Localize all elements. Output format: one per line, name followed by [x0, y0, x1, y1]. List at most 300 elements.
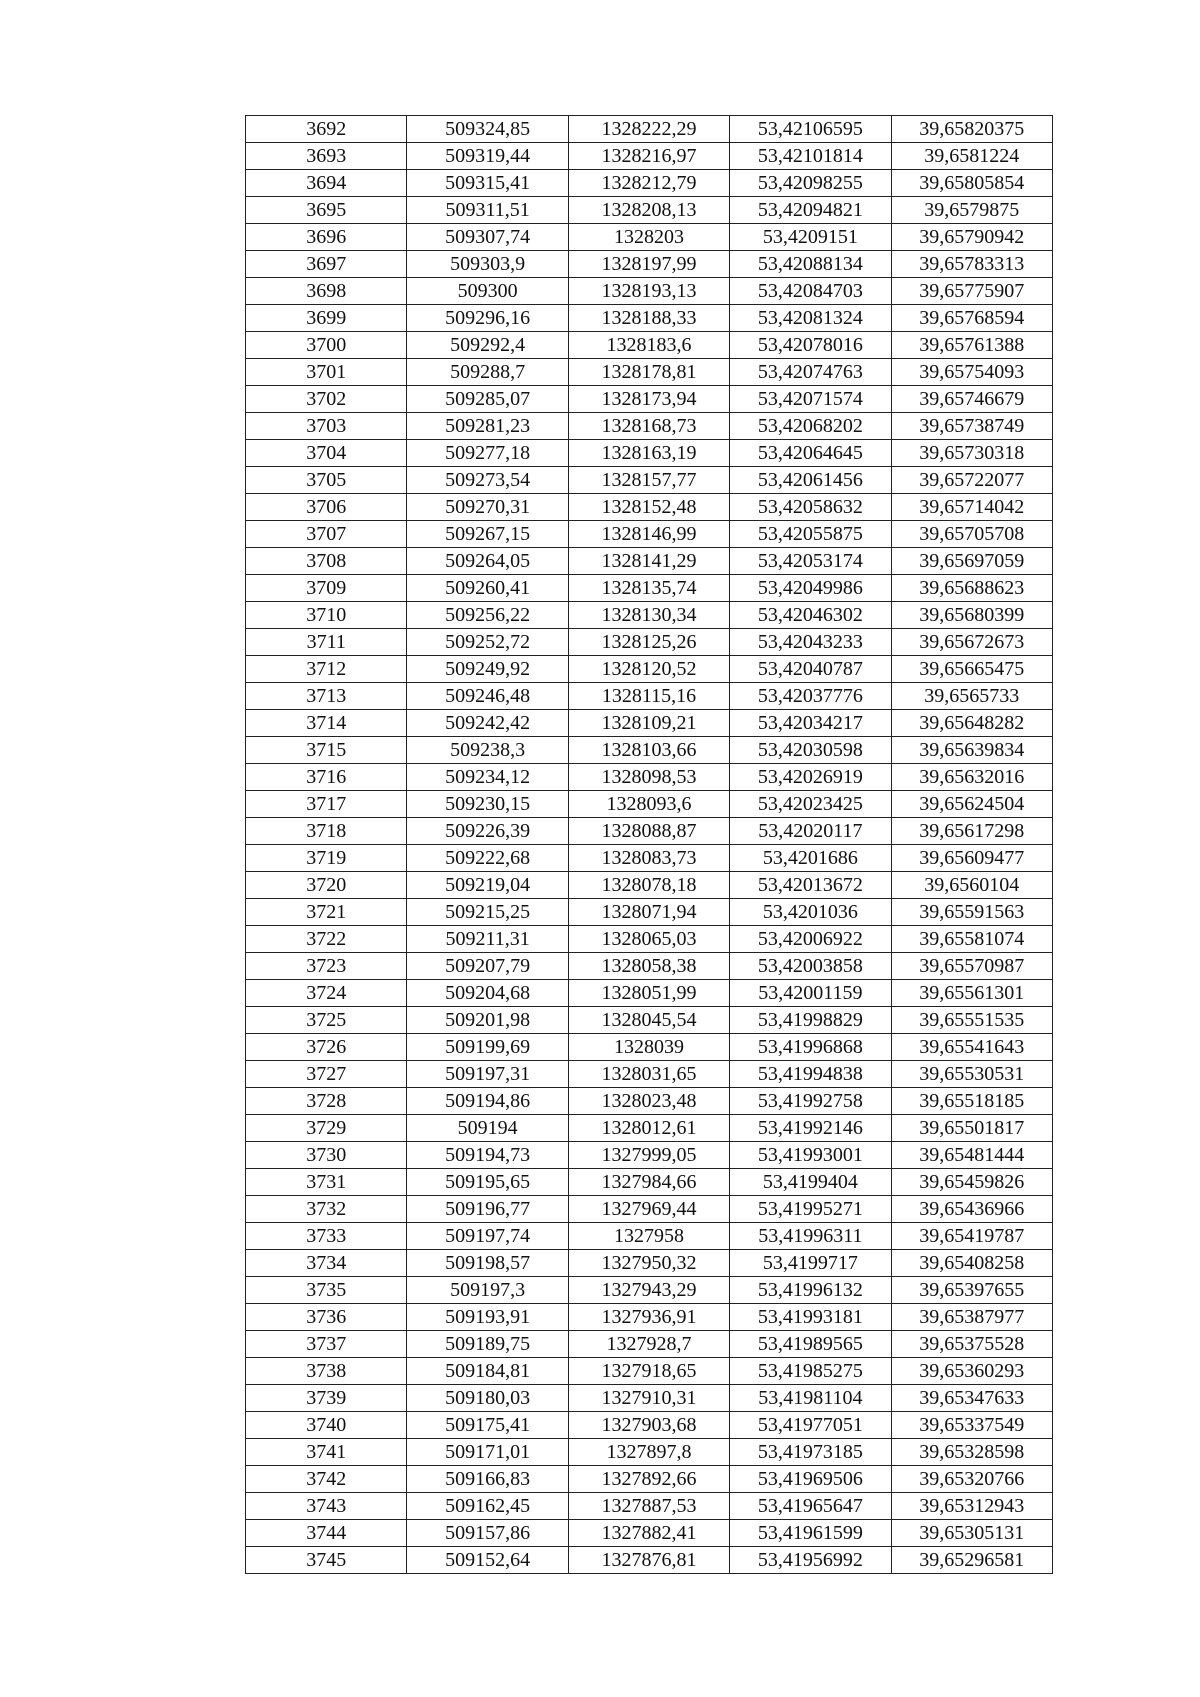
latitude-cell: 53,41969506 [730, 1466, 891, 1493]
table-row [246, 602, 1053, 629]
longitude-cell: 39,65459826 [891, 1169, 1052, 1196]
y-coordinate-cell: 1328208,13 [568, 197, 729, 224]
y-coordinate-cell: 1328109,21 [568, 710, 729, 737]
longitude-cell: 39,65680399 [891, 602, 1052, 629]
x-coordinate-cell: 509199,69 [407, 1034, 568, 1061]
y-coordinate-cell: 1328135,74 [568, 575, 729, 602]
latitude-cell: 53,41996311 [730, 1223, 891, 1250]
x-coordinate-cell: 509315,41 [407, 170, 568, 197]
x-coordinate-cell: 509260,41 [407, 575, 568, 602]
latitude-cell: 53,4199717 [730, 1250, 891, 1277]
latitude-cell: 53,41973185 [730, 1439, 891, 1466]
longitude-cell: 39,65688623 [891, 575, 1052, 602]
longitude-cell: 39,65296581 [891, 1547, 1052, 1574]
latitude-cell: 53,42006922 [730, 926, 891, 953]
x-coordinate-cell: 509171,01 [407, 1439, 568, 1466]
table-row [246, 1250, 1053, 1277]
longitude-cell: 39,65501817 [891, 1115, 1052, 1142]
y-coordinate-cell: 1328157,77 [568, 467, 729, 494]
latitude-cell: 53,42101814 [730, 143, 891, 170]
x-coordinate-cell: 509311,51 [407, 197, 568, 224]
x-coordinate-cell: 509285,07 [407, 386, 568, 413]
y-coordinate-cell: 1327892,66 [568, 1466, 729, 1493]
x-coordinate-cell: 509319,44 [407, 143, 568, 170]
latitude-cell: 53,42061456 [730, 467, 891, 494]
point-number-cell: 3720 [246, 872, 407, 899]
table-row [246, 845, 1053, 872]
y-coordinate-cell: 1328078,18 [568, 872, 729, 899]
latitude-cell: 53,42030598 [730, 737, 891, 764]
point-number-cell: 3712 [246, 656, 407, 683]
table-row [246, 818, 1053, 845]
table-row [246, 251, 1053, 278]
longitude-cell: 39,65746679 [891, 386, 1052, 413]
y-coordinate-cell: 1328178,81 [568, 359, 729, 386]
x-coordinate-cell: 509197,3 [407, 1277, 568, 1304]
table-row [246, 953, 1053, 980]
latitude-cell: 53,42071574 [730, 386, 891, 413]
y-coordinate-cell: 1328031,65 [568, 1061, 729, 1088]
point-number-cell: 3706 [246, 494, 407, 521]
y-coordinate-cell: 1328125,26 [568, 629, 729, 656]
y-coordinate-cell: 1328146,99 [568, 521, 729, 548]
y-coordinate-cell: 1328203 [568, 224, 729, 251]
y-coordinate-cell: 1328222,29 [568, 116, 729, 143]
longitude-cell: 39,65408258 [891, 1250, 1052, 1277]
y-coordinate-cell: 1328193,13 [568, 278, 729, 305]
table-row [246, 278, 1053, 305]
latitude-cell: 53,4199404 [730, 1169, 891, 1196]
y-coordinate-cell: 1327897,8 [568, 1439, 729, 1466]
point-number-cell: 3734 [246, 1250, 407, 1277]
latitude-cell: 53,4201036 [730, 899, 891, 926]
point-number-cell: 3710 [246, 602, 407, 629]
longitude-cell: 39,65665475 [891, 656, 1052, 683]
table-row [246, 1142, 1053, 1169]
table-row [246, 386, 1053, 413]
x-coordinate-cell: 509180,03 [407, 1385, 568, 1412]
x-coordinate-cell: 509194 [407, 1115, 568, 1142]
table-row [246, 1115, 1053, 1142]
y-coordinate-cell: 1328115,16 [568, 683, 729, 710]
y-coordinate-cell: 1328012,61 [568, 1115, 729, 1142]
latitude-cell: 53,41993181 [730, 1304, 891, 1331]
longitude-cell: 39,65530531 [891, 1061, 1052, 1088]
point-number-cell: 3745 [246, 1547, 407, 1574]
table-row [246, 1034, 1053, 1061]
point-number-cell: 3735 [246, 1277, 407, 1304]
longitude-cell: 39,6565733 [891, 683, 1052, 710]
x-coordinate-cell: 509201,98 [407, 1007, 568, 1034]
table-row [246, 413, 1053, 440]
latitude-cell: 53,41994838 [730, 1061, 891, 1088]
latitude-cell: 53,41977051 [730, 1412, 891, 1439]
x-coordinate-cell: 509267,15 [407, 521, 568, 548]
y-coordinate-cell: 1327910,31 [568, 1385, 729, 1412]
y-coordinate-cell: 1328093,6 [568, 791, 729, 818]
table-row [246, 1358, 1053, 1385]
point-number-cell: 3707 [246, 521, 407, 548]
longitude-cell: 39,65518185 [891, 1088, 1052, 1115]
point-number-cell: 3730 [246, 1142, 407, 1169]
point-number-cell: 3739 [246, 1385, 407, 1412]
latitude-cell: 53,42001159 [730, 980, 891, 1007]
point-number-cell: 3732 [246, 1196, 407, 1223]
table-row [246, 1439, 1053, 1466]
longitude-cell: 39,65805854 [891, 170, 1052, 197]
y-coordinate-cell: 1327903,68 [568, 1412, 729, 1439]
y-coordinate-cell: 1328183,6 [568, 332, 729, 359]
y-coordinate-cell: 1328130,34 [568, 602, 729, 629]
longitude-cell: 39,65648282 [891, 710, 1052, 737]
longitude-cell: 39,65783313 [891, 251, 1052, 278]
y-coordinate-cell: 1328098,53 [568, 764, 729, 791]
y-coordinate-cell: 1328152,48 [568, 494, 729, 521]
y-coordinate-cell: 1328051,99 [568, 980, 729, 1007]
latitude-cell: 53,42003858 [730, 953, 891, 980]
x-coordinate-cell: 509215,25 [407, 899, 568, 926]
y-coordinate-cell: 1328023,48 [568, 1088, 729, 1115]
table-row [246, 197, 1053, 224]
table-row [246, 1304, 1053, 1331]
latitude-cell: 53,41985275 [730, 1358, 891, 1385]
y-coordinate-cell: 1327950,32 [568, 1250, 729, 1277]
table-row [246, 440, 1053, 467]
longitude-cell: 39,65705708 [891, 521, 1052, 548]
point-number-cell: 3744 [246, 1520, 407, 1547]
point-number-cell: 3738 [246, 1358, 407, 1385]
point-number-cell: 3741 [246, 1439, 407, 1466]
longitude-cell: 39,65387977 [891, 1304, 1052, 1331]
y-coordinate-cell: 1327936,91 [568, 1304, 729, 1331]
longitude-cell: 39,65790942 [891, 224, 1052, 251]
latitude-cell: 53,41965647 [730, 1493, 891, 1520]
x-coordinate-cell: 509162,45 [407, 1493, 568, 1520]
y-coordinate-cell: 1328103,66 [568, 737, 729, 764]
latitude-cell: 53,42020117 [730, 818, 891, 845]
y-coordinate-cell: 1328039 [568, 1034, 729, 1061]
latitude-cell: 53,42064645 [730, 440, 891, 467]
latitude-cell: 53,41996132 [730, 1277, 891, 1304]
y-coordinate-cell: 1328071,94 [568, 899, 729, 926]
x-coordinate-cell: 509256,22 [407, 602, 568, 629]
table-row [246, 656, 1053, 683]
table-row [246, 764, 1053, 791]
point-number-cell: 3711 [246, 629, 407, 656]
latitude-cell: 53,42058632 [730, 494, 891, 521]
latitude-cell: 53,42088134 [730, 251, 891, 278]
y-coordinate-cell: 1327882,41 [568, 1520, 729, 1547]
longitude-cell: 39,65337549 [891, 1412, 1052, 1439]
table-row [246, 332, 1053, 359]
point-number-cell: 3731 [246, 1169, 407, 1196]
longitude-cell: 39,65347633 [891, 1385, 1052, 1412]
longitude-cell: 39,65617298 [891, 818, 1052, 845]
point-number-cell: 3723 [246, 953, 407, 980]
x-coordinate-cell: 509166,83 [407, 1466, 568, 1493]
latitude-cell: 53,41992758 [730, 1088, 891, 1115]
longitude-cell: 39,65360293 [891, 1358, 1052, 1385]
point-number-cell: 3705 [246, 467, 407, 494]
point-number-cell: 3729 [246, 1115, 407, 1142]
point-number-cell: 3703 [246, 413, 407, 440]
x-coordinate-cell: 509194,73 [407, 1142, 568, 1169]
x-coordinate-cell: 509303,9 [407, 251, 568, 278]
x-coordinate-cell: 509296,16 [407, 305, 568, 332]
x-coordinate-cell: 509249,92 [407, 656, 568, 683]
longitude-cell: 39,6579875 [891, 197, 1052, 224]
longitude-cell: 39,65738749 [891, 413, 1052, 440]
latitude-cell: 53,42034217 [730, 710, 891, 737]
x-coordinate-cell: 509222,68 [407, 845, 568, 872]
y-coordinate-cell: 1328088,87 [568, 818, 729, 845]
point-number-cell: 3708 [246, 548, 407, 575]
x-coordinate-cell: 509288,7 [407, 359, 568, 386]
coordinates-table-body [246, 116, 1053, 1574]
point-number-cell: 3736 [246, 1304, 407, 1331]
table-row [246, 1493, 1053, 1520]
point-number-cell: 3726 [246, 1034, 407, 1061]
longitude-cell: 39,65561301 [891, 980, 1052, 1007]
table-row [246, 224, 1053, 251]
table-row [246, 359, 1053, 386]
latitude-cell: 53,41956992 [730, 1547, 891, 1574]
point-number-cell: 3713 [246, 683, 407, 710]
longitude-cell: 39,6581224 [891, 143, 1052, 170]
x-coordinate-cell: 509238,3 [407, 737, 568, 764]
longitude-cell: 39,65419787 [891, 1223, 1052, 1250]
point-number-cell: 3719 [246, 845, 407, 872]
point-number-cell: 3717 [246, 791, 407, 818]
longitude-cell: 39,65481444 [891, 1142, 1052, 1169]
point-number-cell: 3725 [246, 1007, 407, 1034]
point-number-cell: 3722 [246, 926, 407, 953]
longitude-cell: 39,65581074 [891, 926, 1052, 953]
x-coordinate-cell: 509292,4 [407, 332, 568, 359]
x-coordinate-cell: 509195,65 [407, 1169, 568, 1196]
y-coordinate-cell: 1328065,03 [568, 926, 729, 953]
y-coordinate-cell: 1328163,19 [568, 440, 729, 467]
latitude-cell: 53,42043233 [730, 629, 891, 656]
point-number-cell: 3742 [246, 1466, 407, 1493]
longitude-cell: 39,65570987 [891, 953, 1052, 980]
latitude-cell: 53,42026919 [730, 764, 891, 791]
longitude-cell: 39,65672673 [891, 629, 1052, 656]
x-coordinate-cell: 509264,05 [407, 548, 568, 575]
y-coordinate-cell: 1328212,79 [568, 170, 729, 197]
longitude-cell: 39,65305131 [891, 1520, 1052, 1547]
longitude-cell: 39,65775907 [891, 278, 1052, 305]
y-coordinate-cell: 1328188,33 [568, 305, 729, 332]
y-coordinate-cell: 1328168,73 [568, 413, 729, 440]
longitude-cell: 39,65730318 [891, 440, 1052, 467]
point-number-cell: 3737 [246, 1331, 407, 1358]
longitude-cell: 39,65591563 [891, 899, 1052, 926]
y-coordinate-cell: 1328058,38 [568, 953, 729, 980]
longitude-cell: 39,65397655 [891, 1277, 1052, 1304]
longitude-cell: 39,65375528 [891, 1331, 1052, 1358]
latitude-cell: 53,41993001 [730, 1142, 891, 1169]
latitude-cell: 53,42040787 [730, 656, 891, 683]
longitude-cell: 39,65312943 [891, 1493, 1052, 1520]
point-number-cell: 3702 [246, 386, 407, 413]
point-number-cell: 3694 [246, 170, 407, 197]
y-coordinate-cell: 1328173,94 [568, 386, 729, 413]
x-coordinate-cell: 509246,48 [407, 683, 568, 710]
point-number-cell: 3740 [246, 1412, 407, 1439]
table-row [246, 1007, 1053, 1034]
point-number-cell: 3695 [246, 197, 407, 224]
y-coordinate-cell: 1327999,05 [568, 1142, 729, 1169]
y-coordinate-cell: 1328197,99 [568, 251, 729, 278]
x-coordinate-cell: 509197,74 [407, 1223, 568, 1250]
latitude-cell: 53,42081324 [730, 305, 891, 332]
latitude-cell: 53,42074763 [730, 359, 891, 386]
point-number-cell: 3715 [246, 737, 407, 764]
x-coordinate-cell: 509198,57 [407, 1250, 568, 1277]
x-coordinate-cell: 509324,85 [407, 116, 568, 143]
latitude-cell: 53,41996868 [730, 1034, 891, 1061]
latitude-cell: 53,41989565 [730, 1331, 891, 1358]
y-coordinate-cell: 1327958 [568, 1223, 729, 1250]
longitude-cell: 39,65697059 [891, 548, 1052, 575]
x-coordinate-cell: 509204,68 [407, 980, 568, 1007]
longitude-cell: 39,65551535 [891, 1007, 1052, 1034]
point-number-cell: 3743 [246, 1493, 407, 1520]
latitude-cell: 53,4201686 [730, 845, 891, 872]
latitude-cell: 53,42068202 [730, 413, 891, 440]
table-row [246, 116, 1053, 143]
longitude-cell: 39,65768594 [891, 305, 1052, 332]
point-number-cell: 3696 [246, 224, 407, 251]
latitude-cell: 53,42013672 [730, 872, 891, 899]
point-number-cell: 3721 [246, 899, 407, 926]
x-coordinate-cell: 509175,41 [407, 1412, 568, 1439]
table-row [246, 170, 1053, 197]
x-coordinate-cell: 509157,86 [407, 1520, 568, 1547]
table-row [246, 791, 1053, 818]
y-coordinate-cell: 1327928,7 [568, 1331, 729, 1358]
y-coordinate-cell: 1327943,29 [568, 1277, 729, 1304]
x-coordinate-cell: 509152,64 [407, 1547, 568, 1574]
table-row [246, 710, 1053, 737]
point-number-cell: 3692 [246, 116, 407, 143]
point-number-cell: 3701 [246, 359, 407, 386]
longitude-cell: 39,65754093 [891, 359, 1052, 386]
longitude-cell: 39,65639834 [891, 737, 1052, 764]
x-coordinate-cell: 509207,79 [407, 953, 568, 980]
point-number-cell: 3716 [246, 764, 407, 791]
y-coordinate-cell: 1327876,81 [568, 1547, 729, 1574]
x-coordinate-cell: 509219,04 [407, 872, 568, 899]
point-number-cell: 3733 [246, 1223, 407, 1250]
table-row [246, 683, 1053, 710]
longitude-cell: 39,65328598 [891, 1439, 1052, 1466]
table-row [246, 1223, 1053, 1250]
x-coordinate-cell: 509194,86 [407, 1088, 568, 1115]
table-row [246, 872, 1053, 899]
latitude-cell: 53,42084703 [730, 278, 891, 305]
longitude-cell: 39,65722077 [891, 467, 1052, 494]
table-row [246, 521, 1053, 548]
x-coordinate-cell: 509281,23 [407, 413, 568, 440]
latitude-cell: 53,42053174 [730, 548, 891, 575]
longitude-cell: 39,65761388 [891, 332, 1052, 359]
point-number-cell: 3727 [246, 1061, 407, 1088]
x-coordinate-cell: 509273,54 [407, 467, 568, 494]
y-coordinate-cell: 1328216,97 [568, 143, 729, 170]
longitude-cell: 39,6560104 [891, 872, 1052, 899]
table-row [246, 548, 1053, 575]
x-coordinate-cell: 509196,77 [407, 1196, 568, 1223]
table-row [246, 1547, 1053, 1574]
y-coordinate-cell: 1328120,52 [568, 656, 729, 683]
latitude-cell: 53,42078016 [730, 332, 891, 359]
y-coordinate-cell: 1327918,65 [568, 1358, 729, 1385]
table-row [246, 1169, 1053, 1196]
longitude-cell: 39,65714042 [891, 494, 1052, 521]
coordinates-table [245, 115, 1053, 1574]
table-row [246, 467, 1053, 494]
x-coordinate-cell: 509242,42 [407, 710, 568, 737]
latitude-cell: 53,42055875 [730, 521, 891, 548]
point-number-cell: 3699 [246, 305, 407, 332]
latitude-cell: 53,4209151 [730, 224, 891, 251]
x-coordinate-cell: 509234,12 [407, 764, 568, 791]
table-row [246, 980, 1053, 1007]
point-number-cell: 3704 [246, 440, 407, 467]
latitude-cell: 53,42046302 [730, 602, 891, 629]
longitude-cell: 39,65320766 [891, 1466, 1052, 1493]
latitude-cell: 53,42049986 [730, 575, 891, 602]
latitude-cell: 53,42106595 [730, 116, 891, 143]
x-coordinate-cell: 509189,75 [407, 1331, 568, 1358]
x-coordinate-cell: 509277,18 [407, 440, 568, 467]
x-coordinate-cell: 509307,74 [407, 224, 568, 251]
table-row [246, 629, 1053, 656]
x-coordinate-cell: 509300 [407, 278, 568, 305]
latitude-cell: 53,42094821 [730, 197, 891, 224]
point-number-cell: 3697 [246, 251, 407, 278]
point-number-cell: 3718 [246, 818, 407, 845]
y-coordinate-cell: 1327984,66 [568, 1169, 729, 1196]
latitude-cell: 53,41995271 [730, 1196, 891, 1223]
point-number-cell: 3714 [246, 710, 407, 737]
x-coordinate-cell: 509226,39 [407, 818, 568, 845]
longitude-cell: 39,65436966 [891, 1196, 1052, 1223]
latitude-cell: 53,42023425 [730, 791, 891, 818]
longitude-cell: 39,65609477 [891, 845, 1052, 872]
table-row [246, 305, 1053, 332]
y-coordinate-cell: 1327887,53 [568, 1493, 729, 1520]
longitude-cell: 39,65820375 [891, 116, 1052, 143]
y-coordinate-cell: 1328083,73 [568, 845, 729, 872]
table-row [246, 926, 1053, 953]
longitude-cell: 39,65624504 [891, 791, 1052, 818]
latitude-cell: 53,41961599 [730, 1520, 891, 1547]
table-row [246, 1385, 1053, 1412]
x-coordinate-cell: 509211,31 [407, 926, 568, 953]
point-number-cell: 3698 [246, 278, 407, 305]
y-coordinate-cell: 1328045,54 [568, 1007, 729, 1034]
longitude-cell: 39,65632016 [891, 764, 1052, 791]
table-row [246, 1061, 1053, 1088]
point-number-cell: 3728 [246, 1088, 407, 1115]
longitude-cell: 39,65541643 [891, 1034, 1052, 1061]
latitude-cell: 53,41981104 [730, 1385, 891, 1412]
y-coordinate-cell: 1327969,44 [568, 1196, 729, 1223]
point-number-cell: 3724 [246, 980, 407, 1007]
